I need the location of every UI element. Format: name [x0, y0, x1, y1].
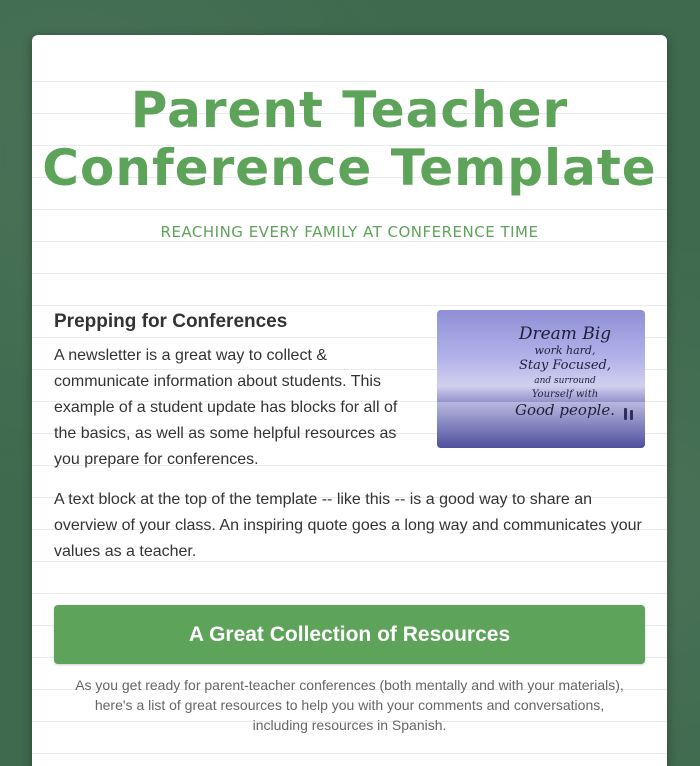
- quote-line: Good people.: [515, 401, 615, 419]
- section-heading-prepping: Prepping for Conferences: [54, 311, 288, 332]
- page-subtitle: REACHING EVERY FAMILY AT CONFERENCE TIME: [160, 223, 539, 241]
- resources-button[interactable]: A Great Collection of Resources: [54, 605, 645, 664]
- page-title: [32, 81, 667, 197]
- title-line-2: Conference Template: [42, 139, 657, 197]
- newsletter-card: [32, 35, 667, 766]
- quote-line: Yourself with: [531, 389, 599, 400]
- quote-line: work hard,: [534, 344, 596, 357]
- title-line-1: Parent Teacher: [130, 81, 569, 139]
- overview-paragraph: A text block at the top of the template -- like this -- is a good way to share an overview of your class. An inspiring quote goes a long way and communicates your values as a teacher.: [54, 491, 642, 560]
- resources-paragraph: As you get ready for parent-teacher conferences (both mentally and with your materials), here's a list of great resources to help you with your comments and conversations, including resources in Spanish.: [75, 677, 624, 733]
- quote-line: and surround: [534, 376, 596, 386]
- intro-paragraph: A newsletter is a great way to collect & communicate information about students. This example of a student update has blocks for all of the basics, as well as some helpful resources as you prepare for conferences.: [54, 347, 398, 468]
- quote-image: [437, 310, 645, 448]
- quote-line: Dream Big: [518, 324, 612, 344]
- quote-line: Stay Focused,: [519, 358, 611, 373]
